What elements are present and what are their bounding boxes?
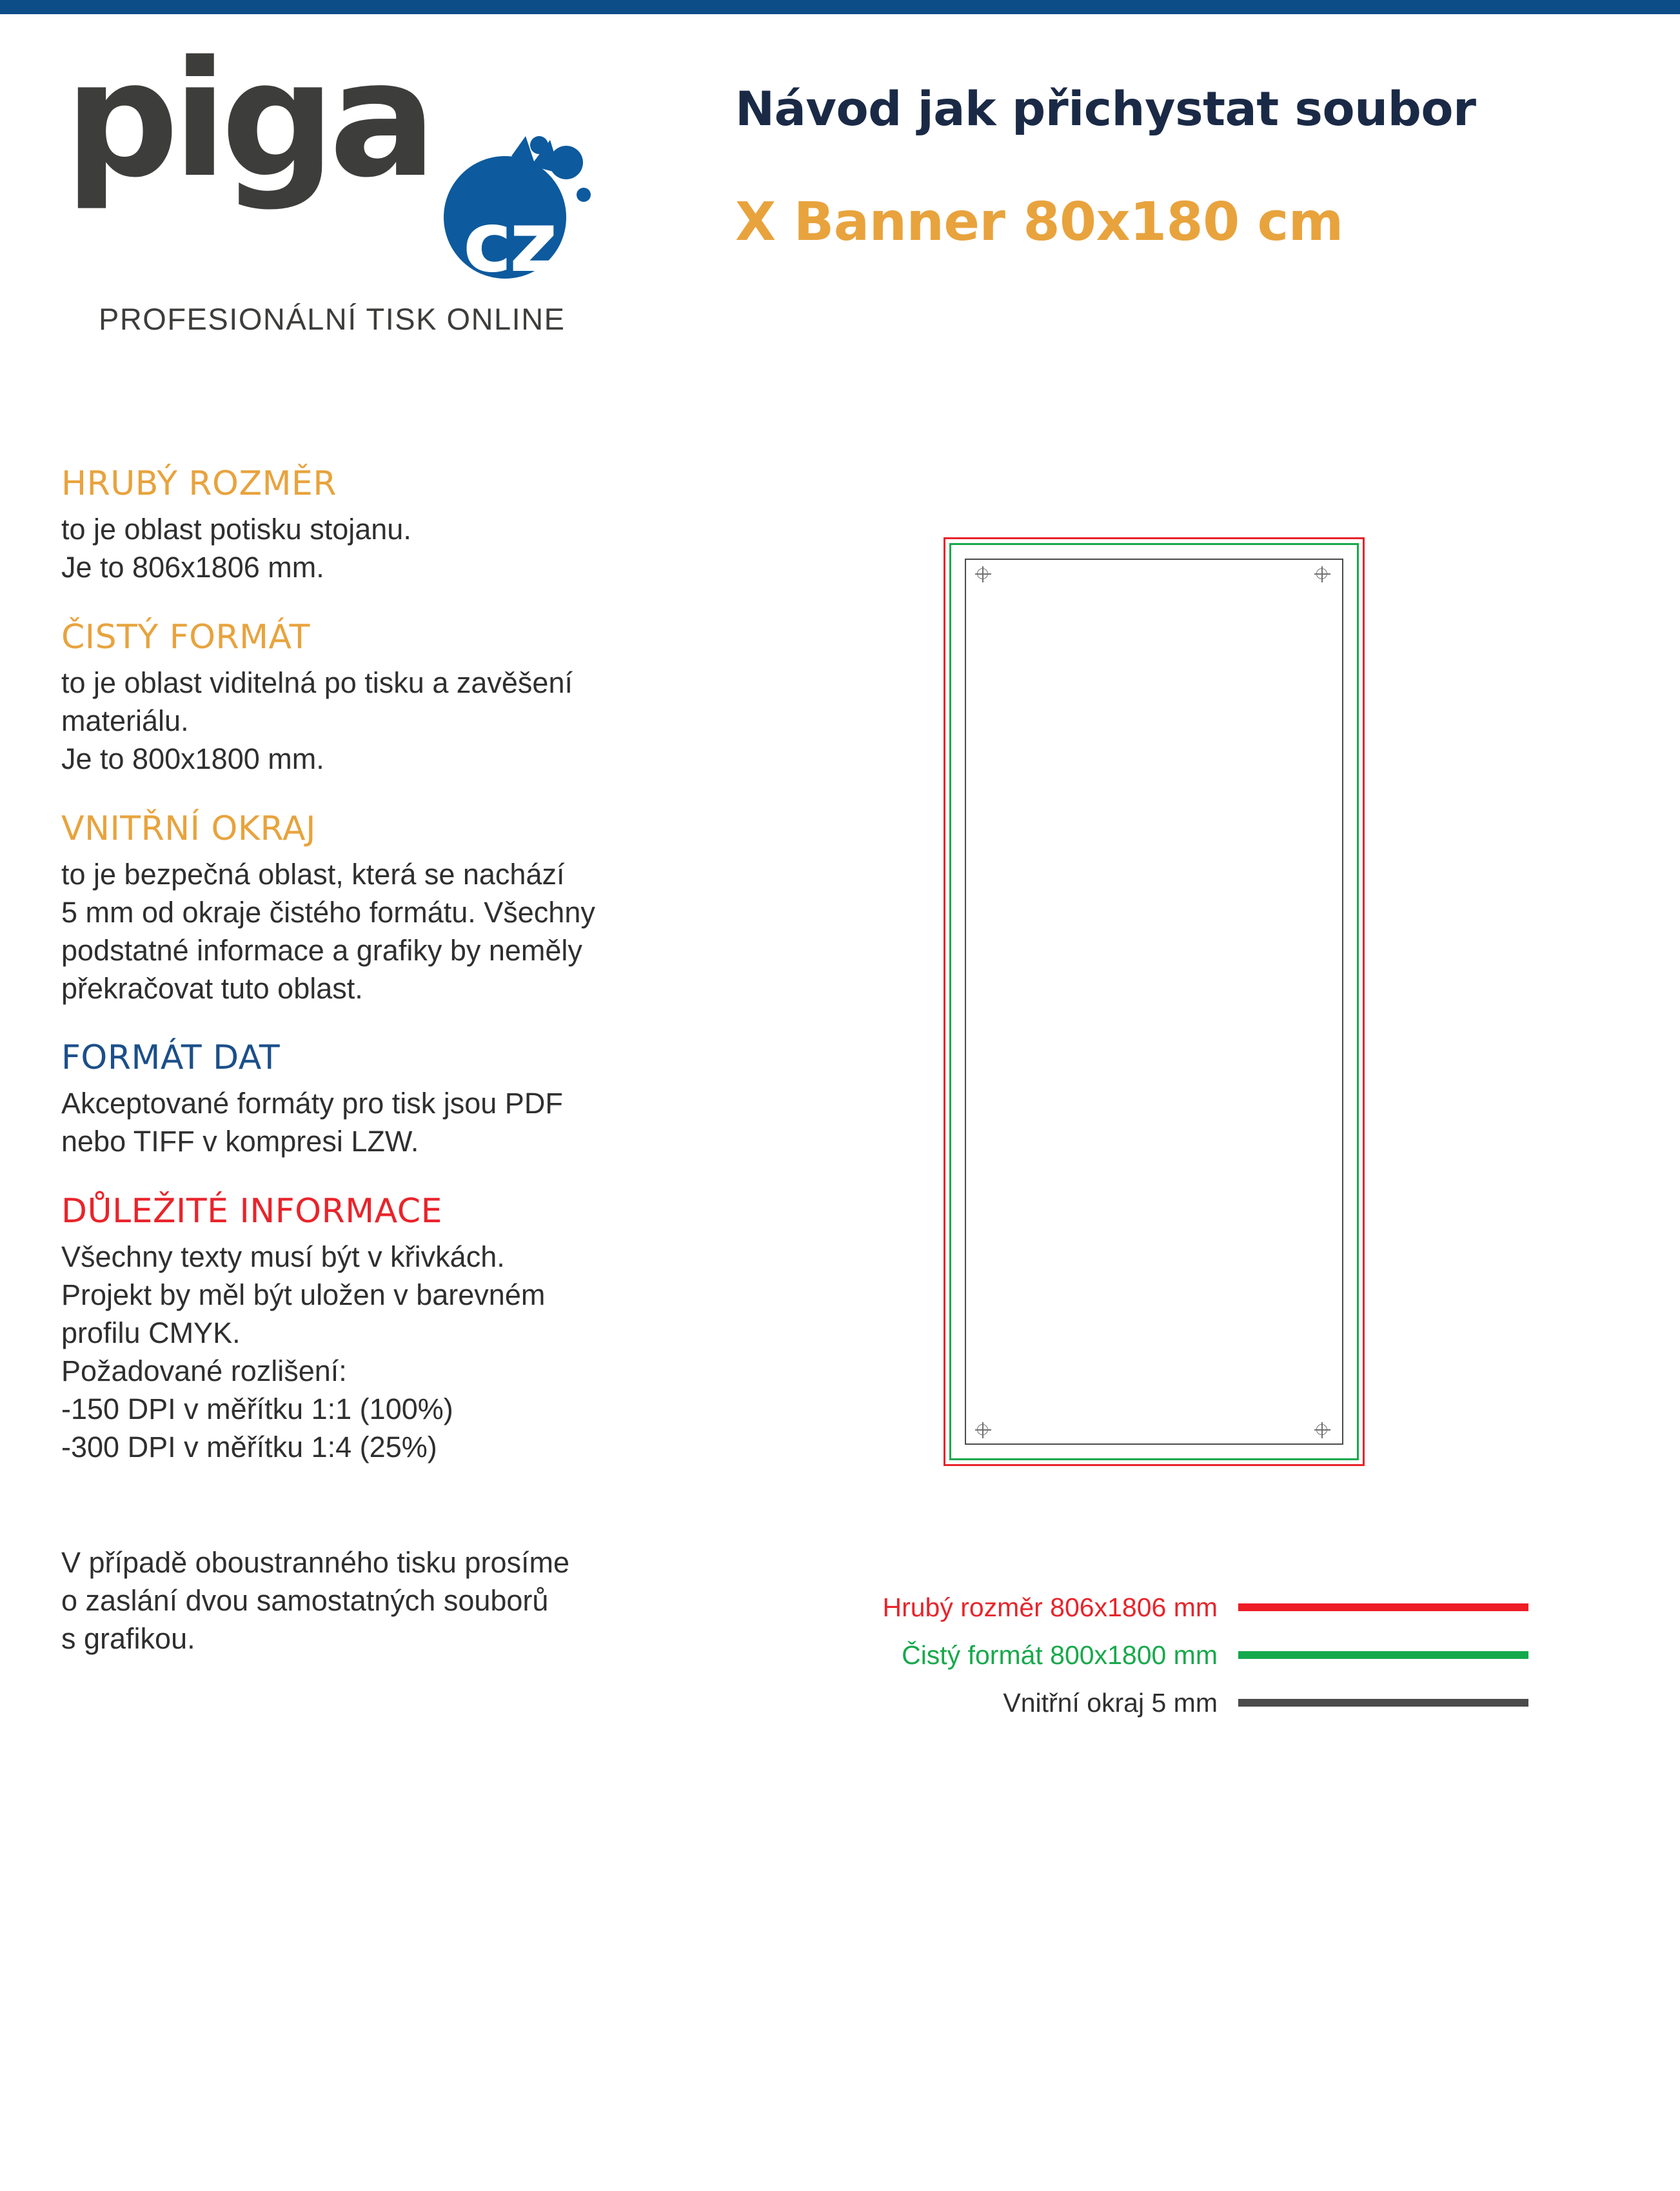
registration-mark-icon [1316, 1424, 1327, 1435]
closing-line: s grafikou. [61, 1621, 195, 1655]
section-line: nebo TIFF v kompresi LZW. [61, 1125, 419, 1158]
logo-badge-cz: cz [463, 195, 555, 291]
legend-label: Hrubý rozměr 806x1806 mm [882, 1592, 1218, 1622]
section-cisty-format [61, 618, 745, 778]
section-line: Akceptované formáty pro tisk jsou PDF [61, 1087, 563, 1120]
section-line: -300 DPI v měřítku 1:4 (25%) [61, 1431, 437, 1463]
section-hruby-rozmer [61, 464, 745, 587]
registration-mark-icon [1316, 568, 1327, 579]
section-line: Projekt by měl být uložen v barevném [61, 1278, 546, 1312]
page-title: Návod jak přichystat soubor [735, 82, 1476, 137]
section-body [61, 664, 745, 778]
registration-mark-icon [977, 568, 988, 579]
legend [800, 1583, 1528, 1727]
legend-swatch [1238, 1651, 1528, 1659]
top-accent-bar [0, 0, 1680, 14]
section-line: to je oblast viditelná po tisku a zavěšení [61, 666, 573, 699]
closing-note [61, 1544, 745, 1658]
brand-logo [50, 27, 631, 336]
section-body [61, 1085, 745, 1161]
legend-label: Vnitřní okraj 5 mm [1003, 1687, 1218, 1718]
closing-line: o zaslání dvou samostatných souborů [61, 1583, 549, 1617]
legend-swatch [1238, 1603, 1528, 1611]
instructions-column [61, 464, 745, 1658]
section-vnitrni-okraj [61, 809, 745, 1008]
section-format-dat [61, 1038, 745, 1161]
section-line: podstatné informace a grafiky by neměly [61, 933, 582, 967]
section-title: VNITŘNÍ OKRAJ [61, 809, 316, 848]
logo-tagline: PROFESIONÁLNÍ TISK ONLINE [99, 302, 566, 336]
banner-preview-diagram [944, 537, 1365, 1466]
section-line: Je to 806x1806 mm. [61, 550, 324, 584]
legend-label: Čistý formát 800x1800 mm [902, 1640, 1218, 1670]
section-title: DŮLEŽITÉ INFORMACE [61, 1192, 442, 1231]
legend-item-trim [800, 1631, 1528, 1679]
section-title: FORMÁT DAT [61, 1038, 281, 1078]
section-line: Požadované rozlišení: [61, 1354, 347, 1388]
section-body [61, 856, 745, 1008]
section-line: překračovat tuto oblast. [61, 971, 363, 1005]
safe-area-outline [965, 559, 1343, 1445]
section-body [61, 1238, 745, 1467]
page-subtitle: X Banner 80x180 cm [735, 192, 1343, 253]
legend-swatch [1238, 1699, 1528, 1707]
section-line: materiálu. [61, 704, 189, 737]
section-line: to je bezpečná oblast, která se nachází [61, 857, 565, 891]
section-body [61, 511, 745, 587]
legend-item-safe-area [800, 1679, 1528, 1727]
page-header [0, 14, 1680, 336]
section-line: 5 mm od okraje čistého formátu. Všechny [61, 895, 595, 929]
registration-mark-icon [977, 1424, 988, 1435]
section-title: ČISTÝ FORMÁT [61, 617, 310, 657]
section-line: profilu CMYK. [61, 1316, 241, 1350]
section-line: -150 DPI v měřítku 1:1 (100%) [61, 1393, 453, 1426]
legend-item-bleed [800, 1583, 1528, 1631]
section-dulezite-informace [61, 1192, 745, 1467]
section-line: Je to 800x1800 mm. [61, 742, 324, 775]
section-title: HRUBÝ ROZMĚR [61, 464, 337, 503]
section-line: Všechny texty musí být v křivkách. [61, 1240, 505, 1274]
section-line: to je oblast potisku stojanu. [61, 513, 411, 546]
closing-line: V případě oboustranného tisku prosíme [61, 1545, 569, 1579]
logo-wordmark: piga [64, 27, 431, 213]
